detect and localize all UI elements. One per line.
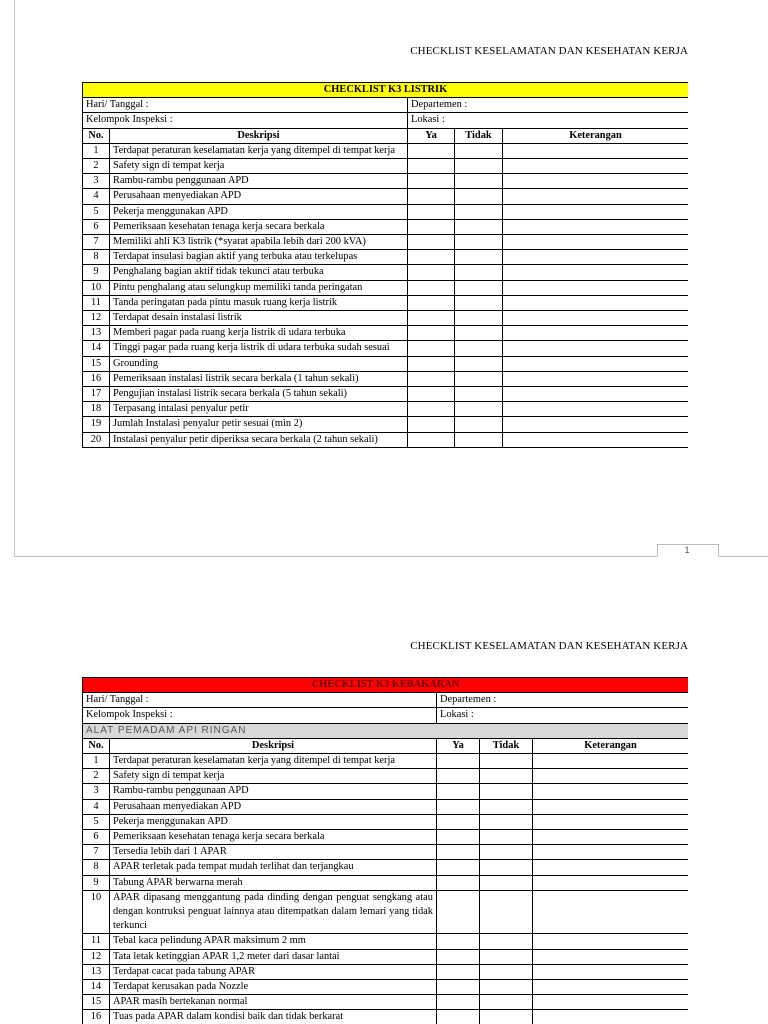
row-description: Tata letak ketinggian APAR 1,2 meter dari dasar lantai [110, 949, 437, 964]
tidak-checkbox-cell[interactable] [480, 754, 533, 769]
row-number: 1 [83, 143, 110, 158]
row-description: Terdapat kerusakan pada Nozzle [110, 980, 437, 995]
row-number: 7 [83, 845, 110, 860]
keterangan-cell[interactable] [503, 280, 689, 295]
ya-checkbox-cell[interactable] [408, 295, 455, 310]
row-description: APAR masih bertekanan normal [110, 995, 437, 1010]
tidak-checkbox-cell[interactable] [480, 769, 533, 784]
tidak-checkbox-cell[interactable] [455, 387, 503, 402]
keterangan-cell[interactable] [533, 995, 689, 1010]
checklist-k3-listrik-table [82, 82, 688, 448]
ya-checkbox-cell[interactable] [408, 174, 455, 189]
table-header-row [83, 738, 689, 753]
ya-checkbox-cell[interactable] [437, 784, 480, 799]
row-description: Tersedia lebih dari 1 APAR [110, 845, 437, 860]
hari-tanggal-field[interactable]: Hari/ Tanggal : [83, 98, 408, 113]
table-row [83, 934, 689, 949]
tidak-checkbox-cell[interactable] [455, 265, 503, 280]
tidak-checkbox-cell[interactable] [480, 890, 533, 934]
keterangan-cell[interactable] [503, 174, 689, 189]
tidak-checkbox-cell[interactable] [455, 189, 503, 204]
row-number: 11 [83, 295, 110, 310]
ya-checkbox-cell[interactable] [408, 189, 455, 204]
row-number: 1 [83, 754, 110, 769]
tidak-checkbox-cell[interactable] [480, 980, 533, 995]
keterangan-cell[interactable] [503, 159, 689, 174]
table-row [83, 189, 689, 204]
tidak-checkbox-cell[interactable] [480, 799, 533, 814]
table-row [83, 980, 689, 995]
col-header-ya: Ya [437, 738, 480, 753]
table-row [83, 799, 689, 814]
row-number: 6 [83, 219, 110, 234]
keterangan-cell[interactable] [533, 814, 689, 829]
row-description: Perusahaan menyediakan APD [110, 189, 408, 204]
tidak-checkbox-cell[interactable] [455, 341, 503, 356]
row-number: 10 [83, 280, 110, 295]
table-body [83, 143, 689, 447]
tidak-checkbox-cell[interactable] [455, 371, 503, 386]
row-description: Pemeriksaan kesehatan tenaga kerja secara berkala [110, 830, 437, 845]
ya-checkbox-cell[interactable] [408, 326, 455, 341]
col-header-deskripsi: Deskripsi [110, 738, 437, 753]
tidak-checkbox-cell[interactable] [455, 204, 503, 219]
table-title: CHECKLIST K3 LISTRIK [83, 83, 689, 98]
ya-checkbox-cell[interactable] [408, 219, 455, 234]
keterangan-cell[interactable] [503, 250, 689, 265]
ya-checkbox-cell[interactable] [437, 814, 480, 829]
table-row [83, 860, 689, 875]
keterangan-cell[interactable] [533, 845, 689, 860]
col-header-no: No. [83, 738, 110, 753]
col-header-tidak: Tidak [480, 738, 533, 753]
table-title: CHECKLIST K3 KEBAKARAN [83, 678, 689, 693]
tidak-checkbox-cell[interactable] [455, 250, 503, 265]
row-number: 8 [83, 250, 110, 265]
table-row [83, 295, 689, 310]
table-row [83, 845, 689, 860]
ya-checkbox-cell[interactable] [408, 280, 455, 295]
table-row [83, 204, 689, 219]
row-number: 20 [83, 432, 110, 447]
table-row [83, 143, 689, 158]
ya-checkbox-cell[interactable] [437, 964, 480, 979]
hari-tanggal-field[interactable]: Hari/ Tanggal : [83, 693, 437, 708]
col-header-ya: Ya [408, 128, 455, 143]
tidak-checkbox-cell[interactable] [480, 860, 533, 875]
ya-checkbox-cell[interactable] [408, 265, 455, 280]
page-header: CHECKLIST KESELAMATAN DAN KESEHATAN KERJA [410, 640, 688, 652]
row-number: 13 [83, 326, 110, 341]
keterangan-cell[interactable] [503, 189, 689, 204]
tidak-checkbox-cell[interactable] [455, 143, 503, 158]
keterangan-cell[interactable] [503, 204, 689, 219]
row-number: 2 [83, 159, 110, 174]
table-row [83, 235, 689, 250]
row-description: APAR dipasang menggantung pada dinding dengan penguat sengkang atau dengan kontruksi penguat lainnya atau ditempatkan dalam lemari yang tidak terkunci [110, 890, 437, 934]
keterangan-cell[interactable] [533, 964, 689, 979]
keterangan-cell[interactable] [533, 980, 689, 995]
keterangan-cell[interactable] [503, 402, 689, 417]
tidak-checkbox-cell[interactable] [480, 784, 533, 799]
tidak-checkbox-cell[interactable] [455, 402, 503, 417]
keterangan-cell[interactable] [503, 311, 689, 326]
ya-checkbox-cell[interactable] [437, 860, 480, 875]
tidak-checkbox-cell[interactable] [480, 814, 533, 829]
tidak-checkbox-cell[interactable] [480, 845, 533, 860]
checklist-table-wrapper [82, 677, 688, 1024]
departemen-field[interactable]: Departemen : [408, 98, 689, 113]
col-header-keterangan: Keterangan [533, 738, 689, 753]
tidak-checkbox-cell[interactable] [455, 326, 503, 341]
keterangan-cell[interactable] [503, 387, 689, 402]
kelompok-inspeksi-field[interactable]: Kelompok Inspeksi : [83, 708, 437, 723]
table-row [83, 371, 689, 386]
row-number: 6 [83, 830, 110, 845]
page-footer-line [14, 556, 657, 557]
table-row [83, 417, 689, 432]
row-description: Tuas pada APAR dalam kondisi baik dan tidak berkarat [110, 1010, 437, 1024]
tidak-checkbox-cell[interactable] [480, 830, 533, 845]
table-row [83, 875, 689, 890]
table-row [83, 949, 689, 964]
ya-checkbox-cell[interactable] [437, 980, 480, 995]
row-description: Tebal kaca pelindung APAR maksimum 2 mm [110, 934, 437, 949]
row-description: Terdapat peraturan keselamatan kerja yang ditempel di tempat kerja [110, 143, 408, 158]
keterangan-cell[interactable] [503, 235, 689, 250]
keterangan-cell[interactable] [533, 890, 689, 934]
row-number: 9 [83, 875, 110, 890]
col-header-no: No. [83, 128, 110, 143]
row-number: 2 [83, 769, 110, 784]
row-number: 12 [83, 311, 110, 326]
row-number: 5 [83, 814, 110, 829]
keterangan-cell[interactable] [503, 326, 689, 341]
table-row [83, 402, 689, 417]
row-number: 12 [83, 949, 110, 964]
table-row [83, 250, 689, 265]
ya-checkbox-cell[interactable] [437, 995, 480, 1010]
tidak-checkbox-cell[interactable] [455, 417, 503, 432]
ya-checkbox-cell[interactable] [408, 341, 455, 356]
ya-checkbox-cell[interactable] [437, 949, 480, 964]
row-description: Pemeriksaan instalasi listrik secara berkala (1 tahun sekali) [110, 371, 408, 386]
ya-checkbox-cell[interactable] [437, 830, 480, 845]
keterangan-cell[interactable] [503, 432, 689, 447]
row-number: 7 [83, 235, 110, 250]
keterangan-cell[interactable] [533, 799, 689, 814]
ya-checkbox-cell[interactable] [437, 1010, 480, 1024]
page-left-edge [14, 0, 15, 556]
keterangan-cell[interactable] [533, 949, 689, 964]
keterangan-cell[interactable] [503, 417, 689, 432]
table-row [83, 265, 689, 280]
row-description: Tanda peringatan pada pintu masuk ruang kerja listrik [110, 295, 408, 310]
table-row [83, 890, 689, 934]
ya-checkbox-cell[interactable] [437, 934, 480, 949]
row-description: Tinggi pagar pada ruang kerja listrik di udara terbuka sudah sesuai [110, 341, 408, 356]
table-row [83, 995, 689, 1010]
row-description: Terpasang intalasi penyalur petir [110, 402, 408, 417]
ya-checkbox-cell[interactable] [437, 845, 480, 860]
row-description: Pintu penghalang atau selungkup memiliki tanda peringatan [110, 280, 408, 295]
keterangan-cell[interactable] [533, 754, 689, 769]
row-number: 3 [83, 784, 110, 799]
ya-checkbox-cell[interactable] [437, 890, 480, 934]
ya-checkbox-cell[interactable] [437, 754, 480, 769]
table-row [83, 769, 689, 784]
row-number: 19 [83, 417, 110, 432]
checklist-table-wrapper [82, 82, 688, 448]
tidak-checkbox-cell[interactable] [455, 280, 503, 295]
table-row [83, 1010, 689, 1024]
row-description: Perusahaan menyediakan APD [110, 799, 437, 814]
row-number: 16 [83, 1010, 110, 1024]
tidak-checkbox-cell[interactable] [455, 174, 503, 189]
row-number: 16 [83, 371, 110, 386]
row-description: Safety sign di tempat kerja [110, 769, 437, 784]
keterangan-cell[interactable] [533, 934, 689, 949]
table-row [83, 174, 689, 189]
tidak-checkbox-cell[interactable] [455, 311, 503, 326]
table-row [83, 159, 689, 174]
row-description: Grounding [110, 356, 408, 371]
row-number: 4 [83, 799, 110, 814]
table-row [83, 964, 689, 979]
row-description: Pekerja menggunakan APD [110, 814, 437, 829]
table-row [83, 280, 689, 295]
keterangan-cell[interactable] [503, 265, 689, 280]
ya-checkbox-cell[interactable] [408, 311, 455, 326]
row-number: 14 [83, 341, 110, 356]
row-number: 18 [83, 402, 110, 417]
col-header-keterangan: Keterangan [503, 128, 689, 143]
row-number: 13 [83, 964, 110, 979]
table-row [83, 830, 689, 845]
table-row [83, 432, 689, 447]
tidak-checkbox-cell[interactable] [480, 949, 533, 964]
row-description: Pemeriksaan kesehatan tenaga kerja secara berkala [110, 219, 408, 234]
tidak-checkbox-cell[interactable] [480, 995, 533, 1010]
tidak-checkbox-cell[interactable] [455, 295, 503, 310]
keterangan-cell[interactable] [503, 219, 689, 234]
ya-checkbox-cell[interactable] [408, 250, 455, 265]
keterangan-cell[interactable] [503, 143, 689, 158]
row-description: Instalasi penyalur petir diperiksa secara berkala (2 tahun sekali) [110, 432, 408, 447]
row-description: Tabung APAR berwarna merah [110, 875, 437, 890]
section-heading: ALAT PEMADAM API RINGAN [83, 723, 689, 738]
table-header-row [83, 128, 689, 143]
table-row [83, 326, 689, 341]
checklist-k3-kebakaran-table [82, 677, 688, 1024]
row-number: 9 [83, 265, 110, 280]
row-number: 8 [83, 860, 110, 875]
tidak-checkbox-cell[interactable] [455, 219, 503, 234]
ya-checkbox-cell[interactable] [408, 417, 455, 432]
row-description: Memiliki ahli K3 listrik (*syarat apabila lebih dari 200 kVA) [110, 235, 408, 250]
tidak-checkbox-cell[interactable] [455, 432, 503, 447]
ya-checkbox-cell[interactable] [408, 432, 455, 447]
tidak-checkbox-cell[interactable] [480, 934, 533, 949]
keterangan-cell[interactable] [533, 860, 689, 875]
ya-checkbox-cell[interactable] [408, 143, 455, 158]
ya-checkbox-cell[interactable] [408, 159, 455, 174]
table-row [83, 387, 689, 402]
col-header-tidak: Tidak [455, 128, 503, 143]
lokasi-field[interactable]: Lokasi : [437, 708, 689, 723]
table-row [83, 356, 689, 371]
row-number: 3 [83, 174, 110, 189]
ya-checkbox-cell[interactable] [408, 204, 455, 219]
row-number: 15 [83, 356, 110, 371]
departemen-field[interactable]: Departemen : [437, 693, 689, 708]
ya-checkbox-cell[interactable] [437, 769, 480, 784]
row-description: Pekerja menggunakan APD [110, 204, 408, 219]
row-description: Terdapat peraturan keselamatan kerja yang ditempel di tempat kerja [110, 754, 437, 769]
tidak-checkbox-cell[interactable] [455, 159, 503, 174]
row-number: 14 [83, 980, 110, 995]
tidak-checkbox-cell[interactable] [480, 1010, 533, 1024]
col-header-deskripsi: Deskripsi [110, 128, 408, 143]
kelompok-inspeksi-field[interactable]: Kelompok Inspeksi : [83, 113, 408, 128]
row-description: Terdapat desain instalasi listrik [110, 311, 408, 326]
row-number: 10 [83, 890, 110, 934]
row-description: Rambu-rambu penggunaan APD [110, 784, 437, 799]
row-description: Memberi pagar pada ruang kerja listrik di udara terbuka [110, 326, 408, 341]
keterangan-cell[interactable] [503, 371, 689, 386]
tidak-checkbox-cell[interactable] [480, 964, 533, 979]
page-header: CHECKLIST KESELAMATAN DAN KESEHATAN KERJA [410, 45, 688, 57]
keterangan-cell[interactable] [533, 769, 689, 784]
row-number: 15 [83, 995, 110, 1010]
tidak-checkbox-cell[interactable] [455, 235, 503, 250]
row-description: Terdapat insulasi bagian aktif yang terbuka atau terkelupas [110, 250, 408, 265]
keterangan-cell[interactable] [533, 784, 689, 799]
ya-checkbox-cell[interactable] [408, 371, 455, 386]
table-row [83, 311, 689, 326]
ya-checkbox-cell[interactable] [408, 356, 455, 371]
table-row [83, 754, 689, 769]
keterangan-cell[interactable] [503, 341, 689, 356]
row-number: 5 [83, 204, 110, 219]
row-number: 17 [83, 387, 110, 402]
keterangan-cell[interactable] [533, 875, 689, 890]
ya-checkbox-cell[interactable] [408, 387, 455, 402]
row-description: Rambu-rambu penggunaan APD [110, 174, 408, 189]
tidak-checkbox-cell[interactable] [480, 875, 533, 890]
keterangan-cell[interactable] [503, 356, 689, 371]
table-row [83, 784, 689, 799]
row-description: Pengujian instalasi listrik secara berkala (5 tahun sekali) [110, 387, 408, 402]
ya-checkbox-cell[interactable] [408, 402, 455, 417]
tidak-checkbox-cell[interactable] [455, 356, 503, 371]
ya-checkbox-cell[interactable] [437, 799, 480, 814]
page-number: 1 [684, 545, 690, 555]
row-number: 11 [83, 934, 110, 949]
row-number: 4 [83, 189, 110, 204]
table-row [83, 341, 689, 356]
ya-checkbox-cell[interactable] [408, 235, 455, 250]
row-description: Terdapat cacat pada tabung APAR [110, 964, 437, 979]
row-description: Penghalang bagian aktif tidak tekunci atau terbuka [110, 265, 408, 280]
table-row [83, 219, 689, 234]
table-body [83, 754, 689, 1024]
keterangan-cell[interactable] [533, 1010, 689, 1024]
row-description: Jumlah Instalasi penyalur petir sesuai (min 2) [110, 417, 408, 432]
keterangan-cell[interactable] [503, 295, 689, 310]
ya-checkbox-cell[interactable] [437, 875, 480, 890]
keterangan-cell[interactable] [533, 830, 689, 845]
table-row [83, 814, 689, 829]
lokasi-field[interactable]: Lokasi : [408, 113, 689, 128]
row-description: APAR terletak pada tempat mudah terlihat dan terjangkau [110, 860, 437, 875]
row-description: Safety sign di tempat kerja [110, 159, 408, 174]
page-footer-line [718, 556, 768, 557]
